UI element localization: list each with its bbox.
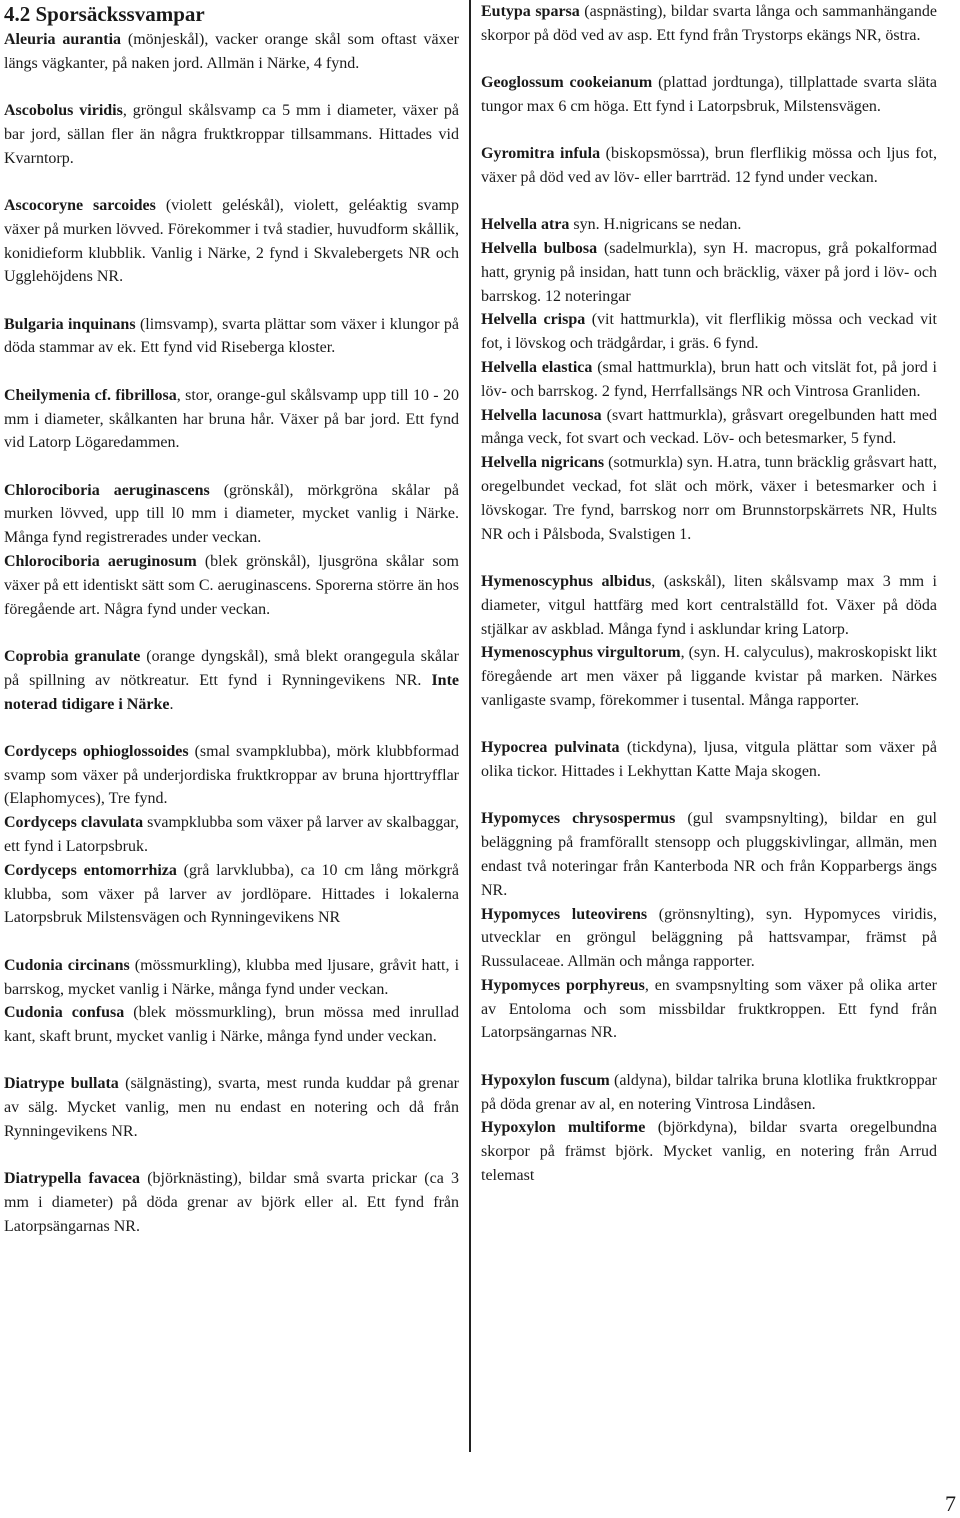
species-description: (smal svampklubba), mörk klubbformad svamp som växer på underjordiska fruktkroppar av bruna hjorttryfflar (Elaphomyces), Tre fynd.: [4, 742, 459, 808]
species-name: Coprobia granulate: [4, 647, 141, 665]
page-number: 7: [945, 1491, 956, 1516]
species-name: Geoglossum cookeianum: [481, 74, 653, 92]
species-description: (aldyna), bildar talrika bruna klotlika fruktkroppar på döda grenar av al, en notering Vintrosa Lindåsen.: [481, 1071, 937, 1113]
species-description: (smal hattmurkla), brun hatt och vitslät fot, på jord i löv- och barrskog. 2 fynd, Herrfallsängs NR och Vintrosa Granliden.: [481, 359, 938, 400]
left-column: [4, 0, 459, 1239]
species-description: (blek grönskål), ljusgröna skålar som växer på ett identiskt sätt som C. aeruginascens. Sporerna större än hos föregående art. Några fynd under veckan.: [4, 553, 459, 618]
species-entry: [481, 641, 937, 712]
species-name: Aleuria aurantia: [4, 31, 122, 48]
species-description: syn. H.nigricans se nedan.: [569, 216, 742, 234]
species-entry: [481, 974, 937, 1045]
species-description: , (syn. H. calyculus), makroskopiskt likt föregående art men växer på liggande kvistar på marken. Närkes vanligaste svamp, förekommer i tusental. Många rapporter.: [481, 644, 937, 709]
species-description: (violett geléskål), violett, geléaktig svamp växer på murken lövved. Förekommer i två stadier, huvudform skållik, konidieform klubblik. Vanlig i Närke, 2 fynd i Skvalebergets NR och Ugglehöjdens NR.: [4, 196, 459, 286]
species-entry: [4, 479, 459, 550]
species-description: (orange dyngskål), små blekt orangegula skålar på spillning av nötkreatur. Ett fynd i Rynningevikens NR.: [4, 647, 459, 689]
species-entry: [481, 356, 937, 404]
species-name: Hypomyces luteovirens: [481, 905, 648, 923]
species-entry: [481, 308, 937, 356]
species-entry: [4, 384, 459, 455]
species-name: Hypomyces chrysospermus: [481, 810, 676, 828]
species-description: , (askskål), liten skålsvamp max 3 mm i diameter, vitgul hattfärg med kort centralställd fot. Växer på döda stjälkar av askblad. Många fynd i asklundar kring Latorp.: [481, 572, 937, 638]
species-description: (björkdyna), bildar svarta oregelbundna skorpor på främst björk. Mycket vanlig, en notering från Arrud telemast: [481, 1119, 937, 1184]
species-entry: [481, 0, 937, 48]
species-description: (grönsnylting), syn. Hypomyces viridis, utvecklar en gröngul beläggning på hattsvampar, främst på Russulaceae. Allmän och många rapporter.: [481, 905, 938, 971]
species-description: (blek mössmurkling), brun mössa med inrullad kant, skaft brunt, mycket vanlig i Närke, många fynd under veckan.: [4, 1004, 459, 1046]
species-description: (gul svampsnylting), bildar en gul beläggning på framförallt stensopp och pluggskivlingar, allmän, men endast två noteringar från Kanterboda NR och från Kopparbergs ängs NR.: [481, 810, 937, 899]
species-name: Ascocoryne sarcoides: [4, 196, 156, 214]
species-entry: [4, 194, 459, 289]
section-title: 4.2 Sporsäckssvampar: [4, 2, 205, 26]
species-entry: [4, 28, 459, 76]
species-description: (aspnästing), bildar svarta långa och sammanhängande skorpor på död ved av asp. Ett fynd från Trystorps ekängs NR, östra.: [481, 3, 938, 44]
species-note-end: .: [169, 695, 174, 713]
species-entry: [4, 1001, 459, 1049]
species-note: Inte noterad tidigare i Närke: [4, 671, 459, 713]
species-name: Cordyceps ophioglossoides: [4, 742, 189, 760]
species-entry: [4, 740, 459, 811]
species-description: (mönjeskål), vacker orange skål som oftast växer längs vägkanter, på naken jord. Allmän i Närke, 4 fynd.: [4, 31, 460, 72]
species-name: Gyromitra infula: [481, 145, 601, 163]
species-name: Helvella bulbosa: [481, 240, 598, 258]
species-name: Cudonia circinans: [4, 956, 130, 974]
species-name: Cordyceps clavulata: [4, 814, 144, 832]
species-name: Hymenoscyphus albidus: [481, 572, 652, 590]
species-description: (vit hattmurkla), vit flerflikig mössa och veckad vit fot, i lövskog och trädgårdar, i gräs. 6 fynd.: [481, 311, 937, 353]
species-entry: [481, 736, 937, 784]
species-name: Eutypa sparsa: [481, 3, 580, 20]
species-entry: [481, 71, 937, 119]
species-entry: [4, 645, 459, 716]
species-name: Hypoxylon fuscum: [481, 1071, 610, 1089]
species-name: Helvella atra: [481, 216, 570, 234]
species-name: Helvella nigricans: [481, 454, 605, 472]
species-description: , gröngul skålsvamp ca 5 mm i diameter, växer på bar jord, sällan fler än några fruktkroppar tillsammans. Hittades vid Kvarntorp.: [4, 102, 459, 167]
species-name: Helvella lacunosa: [481, 406, 602, 424]
species-description: (svart hattmurkla), gråsvart oregelbunden hatt med många veck, fot svart och veckad. Löv- och betesmarker, 5 fynd.: [481, 406, 937, 448]
species-entry: [4, 1072, 459, 1143]
species-description: (sälgnästing), svarta, mest runda kuddar på grenar av sälg. Mycket vanlig, men nu endast en notering och då från Rynningevikens NR.: [4, 1075, 459, 1140]
species-name: Cordyceps entomorrhiza: [4, 861, 177, 879]
species-name: Cudonia confusa: [4, 1004, 125, 1022]
species-description: (tickdyna), ljusa, vitgula plättar som växer på olika tickor. Hittades i Lekhyttan Katte Maja skogen.: [481, 739, 937, 781]
species-entry: [481, 1069, 937, 1117]
species-description: , stor, orange-gul skålsvamp upp till 10 - 20 mm i diameter, skålkanten har bruna hår. Växer på bar jord. Ett fynd vid Latorp Lögaredammen.: [4, 386, 460, 452]
species-entry: [4, 954, 459, 1002]
species-entry: [481, 451, 937, 546]
species-entry: [481, 1116, 937, 1187]
species-entry: [481, 237, 937, 308]
column-divider: [469, 0, 471, 1452]
species-name: Hymenoscyphus virgultorum: [481, 644, 681, 662]
species-name: Diatrypella favacea: [4, 1170, 141, 1188]
species-name: Cheilymenia cf. fibrillosa: [4, 386, 177, 404]
species-name: Hypoxylon multiforme: [481, 1119, 646, 1137]
species-entry: [4, 313, 459, 361]
species-name: Helvella crispa: [481, 311, 586, 329]
species-description: (biskopsmössa), brun flerflikig mössa och ljus fot, växer på död ved av löv- eller barrträd. 12 fynd under veckan.: [481, 145, 937, 186]
species-name: Hypomyces porphyreus: [481, 976, 645, 994]
species-description: (mössmurkling), klubba med ljusare, gråvit hatt, i barrskog, mycket vanlig i Närke, många fynd under veckan.: [4, 956, 460, 998]
species-entry: [4, 99, 459, 170]
species-name: Helvella elastica: [481, 359, 593, 377]
species-name: Hypocrea pulvinata: [481, 739, 620, 757]
species-name: Diatrype bullata: [4, 1075, 119, 1093]
species-description: (sadelmurkla), syn H. macropus, grå pokalformad hatt, grynig på insidan, hatt tunn och bräcklig, växer på jord i löv- och barrskog. 12 noteringar: [481, 240, 937, 305]
species-entry: [481, 213, 937, 237]
right-column: [481, 0, 937, 1188]
species-description: (grönskål), mörkgröna skålar på murken lövved, upp till l0 mm i diameter, mycket vanlig i Närke. Många fynd registrerades under veckan.: [4, 481, 460, 547]
species-entry: [4, 859, 459, 930]
species-entry: [4, 550, 459, 621]
species-description: (plattad jordtunga), tillplattade svarta släta tungor max 6 cm höga. Ett fynd i Latorpsbruk, Milstensvägen.: [481, 74, 938, 115]
species-entry: [481, 570, 937, 641]
species-entry: [481, 903, 937, 974]
species-entry: [481, 142, 937, 190]
species-name: Chlorociboria aeruginascens: [4, 481, 210, 499]
species-name: Bulgaria inquinans: [4, 315, 136, 333]
species-description: (björknästing), bildar små svarta prickar (ca 3 mm i diameter) på döda grenar av björk eller al. Ett fynd från Latorpsängarnas NR.: [4, 1170, 460, 1235]
species-entry: [4, 1167, 459, 1238]
species-entry: [481, 404, 937, 452]
species-name: Ascobolus viridis: [4, 102, 123, 120]
species-description: (grå larvklubba), ca 10 cm lång mörkgrå klubba, som växer på larver av jordlöpare. Hittades i lokalerna Latorpsbruk Milstensvägen och Rynningevikens NR: [4, 861, 460, 927]
species-entry: [481, 807, 937, 902]
species-entry: [4, 811, 459, 859]
species-description: (limsvamp), svarta plättar som växer i klungor på döda stammar av ek. Ett fynd vid Riseberga kloster.: [4, 315, 460, 357]
species-name: Chlorociboria aeruginosum: [4, 553, 197, 571]
species-description: svampklubba som växer på larver av skalbaggar, ett fynd i Latorpsbruk.: [4, 814, 459, 856]
species-description: (sotmurkla) syn. H.atra, tunn bräcklig gråsvart hatt, oregelbundet veckad, fot slät och mörk, växer i betesmarker och i lövskogar. Tre fynd, barrskog norr om Brunnstorpskärrets NR, Hults NR och i Pålsboda, Svalstigen 1.: [481, 454, 938, 543]
species-description: , en svampsnylting som växer på olika arter av Entoloma och som missbildar fruktkroppen. Ett fynd från Latorpsängarnas NR.: [481, 976, 938, 1042]
